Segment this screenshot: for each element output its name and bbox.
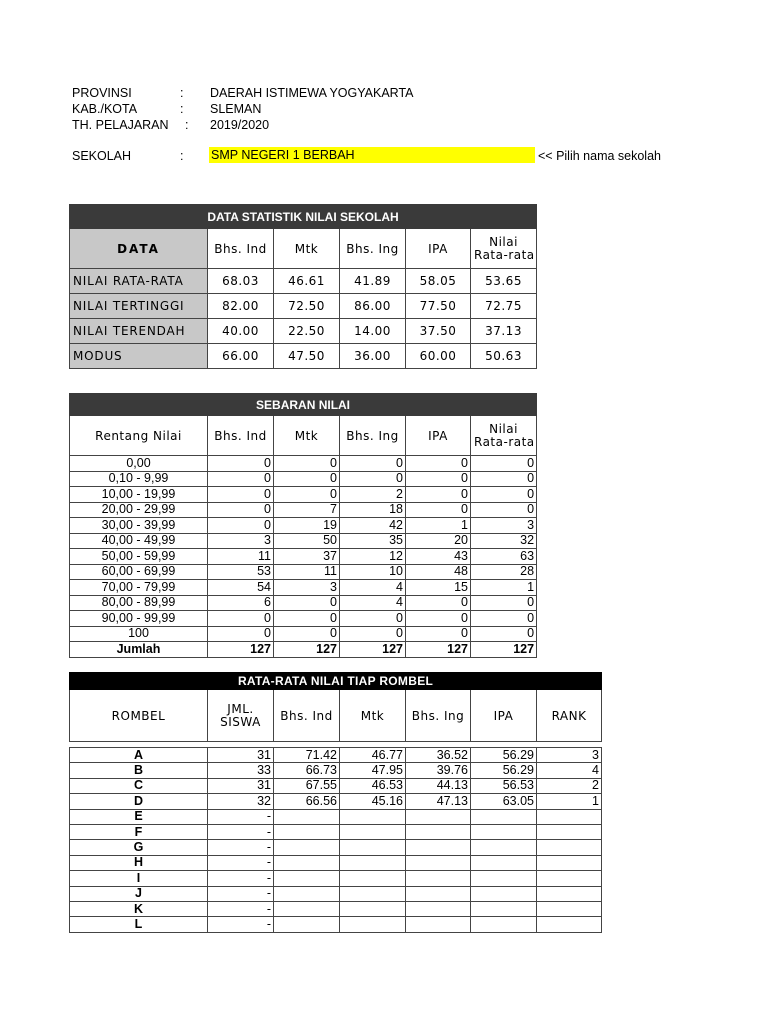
distribution-row bbox=[70, 456, 537, 472]
rombel-cell: 56.29 bbox=[471, 748, 537, 763]
city-colon: : bbox=[180, 102, 184, 116]
distribution-cell: 0 bbox=[274, 471, 340, 487]
distribution-cell: 4 bbox=[340, 580, 406, 596]
distribution-row bbox=[70, 549, 537, 565]
rombel-cell bbox=[471, 901, 537, 916]
distribution-cell: 1 bbox=[406, 518, 471, 534]
rombel-cell: - bbox=[208, 855, 274, 870]
distribution-cell: 0 bbox=[208, 471, 274, 487]
distribution-cell: 2 bbox=[340, 487, 406, 503]
province-value: DAERAH ISTIMEWA YOGYAKARTA bbox=[210, 86, 414, 100]
stats-head-ipa: IPA bbox=[406, 229, 471, 269]
rombel-cell bbox=[537, 824, 602, 839]
rombel-cell bbox=[274, 824, 340, 839]
rombel-cell bbox=[471, 886, 537, 901]
distribution-row bbox=[70, 518, 537, 534]
rombel-cell: 2 bbox=[537, 778, 602, 793]
distribution-range: 10,00 - 19,99 bbox=[70, 487, 208, 503]
rombel-cell: 56.53 bbox=[471, 778, 537, 793]
distribution-range: 40,00 - 49,99 bbox=[70, 533, 208, 549]
distribution-cell: 0 bbox=[274, 611, 340, 627]
stats-header-row bbox=[70, 229, 537, 269]
distribution-total-cell: 127 bbox=[274, 642, 340, 658]
distribution-cell: 0 bbox=[406, 456, 471, 472]
distribution-cell: 3 bbox=[471, 518, 537, 534]
distribution-cell: 35 bbox=[340, 533, 406, 549]
rombel-cell: - bbox=[208, 824, 274, 839]
stats-cell: 60.00 bbox=[406, 344, 471, 369]
distribution-cell: 3 bbox=[274, 580, 340, 596]
city-label: KAB./KOTA bbox=[72, 102, 138, 116]
rombel-cell bbox=[274, 855, 340, 870]
stats-row bbox=[70, 319, 537, 344]
distribution-cell: 15 bbox=[406, 580, 471, 596]
distribution-row bbox=[70, 580, 537, 596]
distribution-cell: 0 bbox=[274, 487, 340, 503]
distribution-cell: 37 bbox=[274, 549, 340, 565]
rombel-name: A bbox=[70, 748, 208, 763]
rombel-name: F bbox=[70, 824, 208, 839]
rombel-cell: 46.53 bbox=[340, 778, 406, 793]
distribution-total-cell: 127 bbox=[340, 642, 406, 658]
rombel-cell bbox=[274, 901, 340, 916]
rombel-cell bbox=[406, 824, 471, 839]
year-value: 2019/2020 bbox=[210, 118, 270, 132]
distribution-cell: 0 bbox=[406, 487, 471, 503]
rombel-cell: - bbox=[208, 840, 274, 855]
rombel-cell: 47.13 bbox=[406, 794, 471, 809]
rombel-cell bbox=[274, 886, 340, 901]
school-label: SEKOLAH bbox=[72, 149, 132, 163]
rombel-cell: 4 bbox=[537, 763, 602, 778]
rombel-row bbox=[70, 778, 602, 793]
rombel-head-jml-line2: SISWA bbox=[220, 714, 261, 729]
rombel-row bbox=[70, 763, 602, 778]
rombel-name: L bbox=[70, 917, 208, 932]
distribution-total-label: Jumlah bbox=[70, 642, 208, 658]
distribution-cell: 0 bbox=[471, 456, 537, 472]
rombel-cell: 33 bbox=[208, 763, 274, 778]
distribution-head-nr-line1: Nilai bbox=[489, 421, 518, 436]
distribution-cell: 43 bbox=[406, 549, 471, 565]
rombel-cell: 1 bbox=[537, 794, 602, 809]
distribution-cell: 0 bbox=[340, 471, 406, 487]
distribution-cell: 54 bbox=[208, 580, 274, 596]
rombel-cell bbox=[537, 871, 602, 886]
rombel-cell: 36.52 bbox=[406, 748, 471, 763]
stats-cell: 40.00 bbox=[208, 319, 274, 344]
rombel-cell bbox=[340, 886, 406, 901]
rombel-name: H bbox=[70, 855, 208, 870]
distribution-cell: 3 bbox=[208, 533, 274, 549]
distribution-cell: 32 bbox=[471, 533, 537, 549]
distribution-cell: 0 bbox=[208, 611, 274, 627]
stats-cell: 53.65 bbox=[471, 269, 537, 294]
rombel-cell bbox=[340, 824, 406, 839]
distribution-cell: 0 bbox=[471, 502, 537, 518]
stats-head-data: DATA bbox=[70, 229, 208, 269]
distribution-row bbox=[70, 533, 537, 549]
rombel-cell: 32 bbox=[208, 794, 274, 809]
distribution-cell: 0 bbox=[340, 611, 406, 627]
distribution-head-ipa: IPA bbox=[406, 416, 471, 456]
distribution-cell: 0 bbox=[406, 626, 471, 642]
rombel-body bbox=[70, 748, 602, 933]
distribution-range: 0,00 bbox=[70, 456, 208, 472]
rombel-name: I bbox=[70, 871, 208, 886]
distribution-head-mtk: Mtk bbox=[274, 416, 340, 456]
distribution-cell: 0 bbox=[471, 611, 537, 627]
distribution-range: 0,10 - 9,99 bbox=[70, 471, 208, 487]
stats-cell: 41.89 bbox=[340, 269, 406, 294]
distribution-total-cell: 127 bbox=[406, 642, 471, 658]
stats-head-nr-line1: Nilai bbox=[489, 234, 518, 249]
stats-cell: 66.00 bbox=[208, 344, 274, 369]
distribution-cell: 50 bbox=[274, 533, 340, 549]
distribution-row bbox=[70, 502, 537, 518]
rombel-cell bbox=[340, 901, 406, 916]
distribution-body bbox=[70, 456, 537, 642]
rombel-cell bbox=[406, 840, 471, 855]
rombel-cell: 47.95 bbox=[340, 763, 406, 778]
rombel-name: E bbox=[70, 809, 208, 824]
distribution-cell: 0 bbox=[471, 487, 537, 503]
stats-cell: 37.50 bbox=[406, 319, 471, 344]
school-colon: : bbox=[180, 149, 184, 163]
distribution-table bbox=[69, 393, 537, 658]
distribution-cell: 0 bbox=[471, 471, 537, 487]
rombel-name: D bbox=[70, 794, 208, 809]
distribution-range: 80,00 - 89,99 bbox=[70, 595, 208, 611]
stats-cell: 50.63 bbox=[471, 344, 537, 369]
distribution-cell: 0 bbox=[208, 487, 274, 503]
rombel-cell: 71.42 bbox=[274, 748, 340, 763]
province-label: PROVINSI bbox=[72, 86, 132, 100]
rombel-name: K bbox=[70, 901, 208, 916]
distribution-cell: 0 bbox=[208, 456, 274, 472]
province-colon: : bbox=[180, 86, 184, 100]
stats-cell: 68.03 bbox=[208, 269, 274, 294]
rombel-cell bbox=[471, 917, 537, 932]
distribution-cell: 0 bbox=[274, 456, 340, 472]
distribution-range: 70,00 - 79,99 bbox=[70, 580, 208, 596]
rombel-cell bbox=[471, 855, 537, 870]
rombel-cell bbox=[340, 855, 406, 870]
distribution-cell: 19 bbox=[274, 518, 340, 534]
distribution-total-row bbox=[70, 642, 537, 658]
rombel-name: G bbox=[70, 840, 208, 855]
distribution-cell: 0 bbox=[406, 502, 471, 518]
rombel-cell: 67.55 bbox=[274, 778, 340, 793]
distribution-row bbox=[70, 626, 537, 642]
distribution-range: 30,00 - 39,99 bbox=[70, 518, 208, 534]
rombel-name: J bbox=[70, 886, 208, 901]
distribution-cell: 18 bbox=[340, 502, 406, 518]
rombel-cell: 66.73 bbox=[274, 763, 340, 778]
rombel-cell: - bbox=[208, 886, 274, 901]
rombel-cell: 56.29 bbox=[471, 763, 537, 778]
stats-cell: 58.05 bbox=[406, 269, 471, 294]
distribution-range: 20,00 - 29,99 bbox=[70, 502, 208, 518]
distribution-cell: 20 bbox=[406, 533, 471, 549]
stats-cell: 14.00 bbox=[340, 319, 406, 344]
rombel-head-rombel: ROMBEL bbox=[70, 690, 208, 742]
stats-head-nr-line2: Rata-rata bbox=[474, 247, 535, 262]
rombel-head-ipa: IPA bbox=[471, 690, 537, 742]
stats-row-label: NILAI TERTINGGI bbox=[70, 294, 208, 319]
school-select[interactable]: SMP NEGERI 1 BERBAH bbox=[209, 147, 535, 163]
rombel-name: C bbox=[70, 778, 208, 793]
stats-cell: 22.50 bbox=[274, 319, 340, 344]
rombel-table bbox=[69, 747, 602, 933]
distribution-title: SEBARAN NILAI bbox=[70, 394, 537, 416]
stats-head-nr bbox=[471, 229, 537, 269]
rombel-cell: 66.56 bbox=[274, 794, 340, 809]
distribution-header-row bbox=[70, 416, 537, 456]
distribution-cell: 1 bbox=[471, 580, 537, 596]
rombel-title: RATA-RATA NILAI TIAP ROMBEL bbox=[70, 673, 602, 690]
distribution-cell: 42 bbox=[340, 518, 406, 534]
rombel-cell: 63.05 bbox=[471, 794, 537, 809]
stats-cell: 47.50 bbox=[274, 344, 340, 369]
distribution-total-cell: 127 bbox=[471, 642, 537, 658]
rombel-cell: 39.76 bbox=[406, 763, 471, 778]
distribution-cell: 11 bbox=[208, 549, 274, 565]
year-label: TH. PELAJARAN bbox=[72, 118, 169, 132]
rombel-cell: 3 bbox=[537, 748, 602, 763]
school-hint: << Pilih nama sekolah bbox=[538, 149, 661, 163]
rombel-cell bbox=[406, 886, 471, 901]
rombel-cell bbox=[340, 840, 406, 855]
distribution-cell: 10 bbox=[340, 564, 406, 580]
rombel-row bbox=[70, 794, 602, 809]
rombel-head-bind: Bhs. Ind bbox=[274, 690, 340, 742]
rombel-cell bbox=[537, 809, 602, 824]
distribution-cell: 0 bbox=[406, 595, 471, 611]
distribution-cell: 4 bbox=[340, 595, 406, 611]
distribution-cell: 0 bbox=[471, 626, 537, 642]
rombel-cell bbox=[340, 871, 406, 886]
rombel-cell bbox=[406, 855, 471, 870]
stats-table bbox=[69, 204, 537, 369]
rombel-cell bbox=[406, 901, 471, 916]
distribution-row bbox=[70, 611, 537, 627]
distribution-range: 100 bbox=[70, 626, 208, 642]
rombel-row bbox=[70, 824, 602, 839]
distribution-range: 60,00 - 69,99 bbox=[70, 564, 208, 580]
rombel-cell: 45.16 bbox=[340, 794, 406, 809]
rombel-cell bbox=[340, 809, 406, 824]
rombel-name: B bbox=[70, 763, 208, 778]
distribution-total-cell: 127 bbox=[208, 642, 274, 658]
stats-row-label: NILAI TERENDAH bbox=[70, 319, 208, 344]
stats-cell: 36.00 bbox=[340, 344, 406, 369]
rombel-cell bbox=[537, 855, 602, 870]
rombel-row bbox=[70, 901, 602, 916]
rombel-cell bbox=[471, 809, 537, 824]
rombel-cell bbox=[406, 917, 471, 932]
rombel-header-table bbox=[69, 672, 602, 742]
rombel-head-bing: Bhs. Ing bbox=[406, 690, 471, 742]
rombel-cell: - bbox=[208, 871, 274, 886]
stats-row-label: NILAI RATA-RATA bbox=[70, 269, 208, 294]
distribution-cell: 53 bbox=[208, 564, 274, 580]
rombel-head-rank: RANK bbox=[537, 690, 602, 742]
distribution-cell: 6 bbox=[208, 595, 274, 611]
stats-cell: 86.00 bbox=[340, 294, 406, 319]
distribution-head-range: Rentang Nilai bbox=[70, 416, 208, 456]
distribution-row bbox=[70, 471, 537, 487]
rombel-cell bbox=[406, 871, 471, 886]
stats-cell: 37.13 bbox=[471, 319, 537, 344]
rombel-cell bbox=[274, 917, 340, 932]
distribution-head-bind: Bhs. Ind bbox=[208, 416, 274, 456]
rombel-cell: 44.13 bbox=[406, 778, 471, 793]
stats-cell: 82.00 bbox=[208, 294, 274, 319]
stats-title: DATA STATISTIK NILAI SEKOLAH bbox=[70, 205, 537, 229]
distribution-cell: 0 bbox=[274, 595, 340, 611]
distribution-cell: 0 bbox=[406, 471, 471, 487]
stats-cell: 72.50 bbox=[274, 294, 340, 319]
stats-row bbox=[70, 344, 537, 369]
rombel-cell: - bbox=[208, 917, 274, 932]
stats-cell: 77.50 bbox=[406, 294, 471, 319]
stats-head-bind: Bhs. Ind bbox=[208, 229, 274, 269]
rombel-cell: - bbox=[208, 809, 274, 824]
city-value: SLEMAN bbox=[210, 102, 262, 116]
rombel-cell bbox=[274, 840, 340, 855]
stats-row bbox=[70, 269, 537, 294]
rombel-cell bbox=[340, 917, 406, 932]
distribution-cell: 0 bbox=[208, 518, 274, 534]
rombel-cell bbox=[406, 809, 471, 824]
distribution-cell: 7 bbox=[274, 502, 340, 518]
rombel-cell bbox=[471, 871, 537, 886]
rombel-head-mtk: Mtk bbox=[340, 690, 406, 742]
rombel-cell bbox=[471, 824, 537, 839]
rombel-row bbox=[70, 855, 602, 870]
distribution-range: 90,00 - 99,99 bbox=[70, 611, 208, 627]
distribution-cell: 0 bbox=[340, 626, 406, 642]
rombel-cell bbox=[537, 886, 602, 901]
stats-head-bing: Bhs. Ing bbox=[340, 229, 406, 269]
stats-head-mtk: Mtk bbox=[274, 229, 340, 269]
stats-cell: 72.75 bbox=[471, 294, 537, 319]
distribution-head-nr-line2: Rata-rata bbox=[474, 434, 535, 449]
stats-row-label: MODUS bbox=[70, 344, 208, 369]
distribution-row bbox=[70, 487, 537, 503]
rombel-cell bbox=[274, 871, 340, 886]
distribution-cell: 0 bbox=[340, 456, 406, 472]
rombel-cell bbox=[274, 809, 340, 824]
year-colon: : bbox=[185, 118, 189, 132]
distribution-row bbox=[70, 564, 537, 580]
rombel-row bbox=[70, 809, 602, 824]
distribution-cell: 63 bbox=[471, 549, 537, 565]
rombel-header-row bbox=[70, 690, 602, 742]
distribution-cell: 12 bbox=[340, 549, 406, 565]
rombel-cell bbox=[471, 840, 537, 855]
rombel-row bbox=[70, 886, 602, 901]
rombel-row bbox=[70, 917, 602, 932]
distribution-head-nr bbox=[471, 416, 537, 456]
rombel-cell bbox=[537, 901, 602, 916]
distribution-cell: 0 bbox=[208, 502, 274, 518]
rombel-cell: 31 bbox=[208, 748, 274, 763]
distribution-cell: 0 bbox=[274, 626, 340, 642]
stats-row bbox=[70, 294, 537, 319]
rombel-cell bbox=[537, 840, 602, 855]
distribution-cell: 0 bbox=[471, 595, 537, 611]
rombel-row bbox=[70, 748, 602, 763]
distribution-range: 50,00 - 59,99 bbox=[70, 549, 208, 565]
rombel-head-jml-line1: JML. bbox=[227, 701, 254, 716]
rombel-cell bbox=[537, 917, 602, 932]
distribution-cell: 0 bbox=[208, 626, 274, 642]
stats-cell: 46.61 bbox=[274, 269, 340, 294]
rombel-cell: - bbox=[208, 901, 274, 916]
rombel-row bbox=[70, 840, 602, 855]
rombel-cell: 31 bbox=[208, 778, 274, 793]
distribution-head-bing: Bhs. Ing bbox=[340, 416, 406, 456]
rombel-cell: 46.77 bbox=[340, 748, 406, 763]
distribution-row bbox=[70, 595, 537, 611]
distribution-cell: 48 bbox=[406, 564, 471, 580]
rombel-head-jml bbox=[208, 690, 274, 742]
distribution-cell: 11 bbox=[274, 564, 340, 580]
rombel-row bbox=[70, 871, 602, 886]
distribution-cell: 0 bbox=[406, 611, 471, 627]
distribution-cell: 28 bbox=[471, 564, 537, 580]
